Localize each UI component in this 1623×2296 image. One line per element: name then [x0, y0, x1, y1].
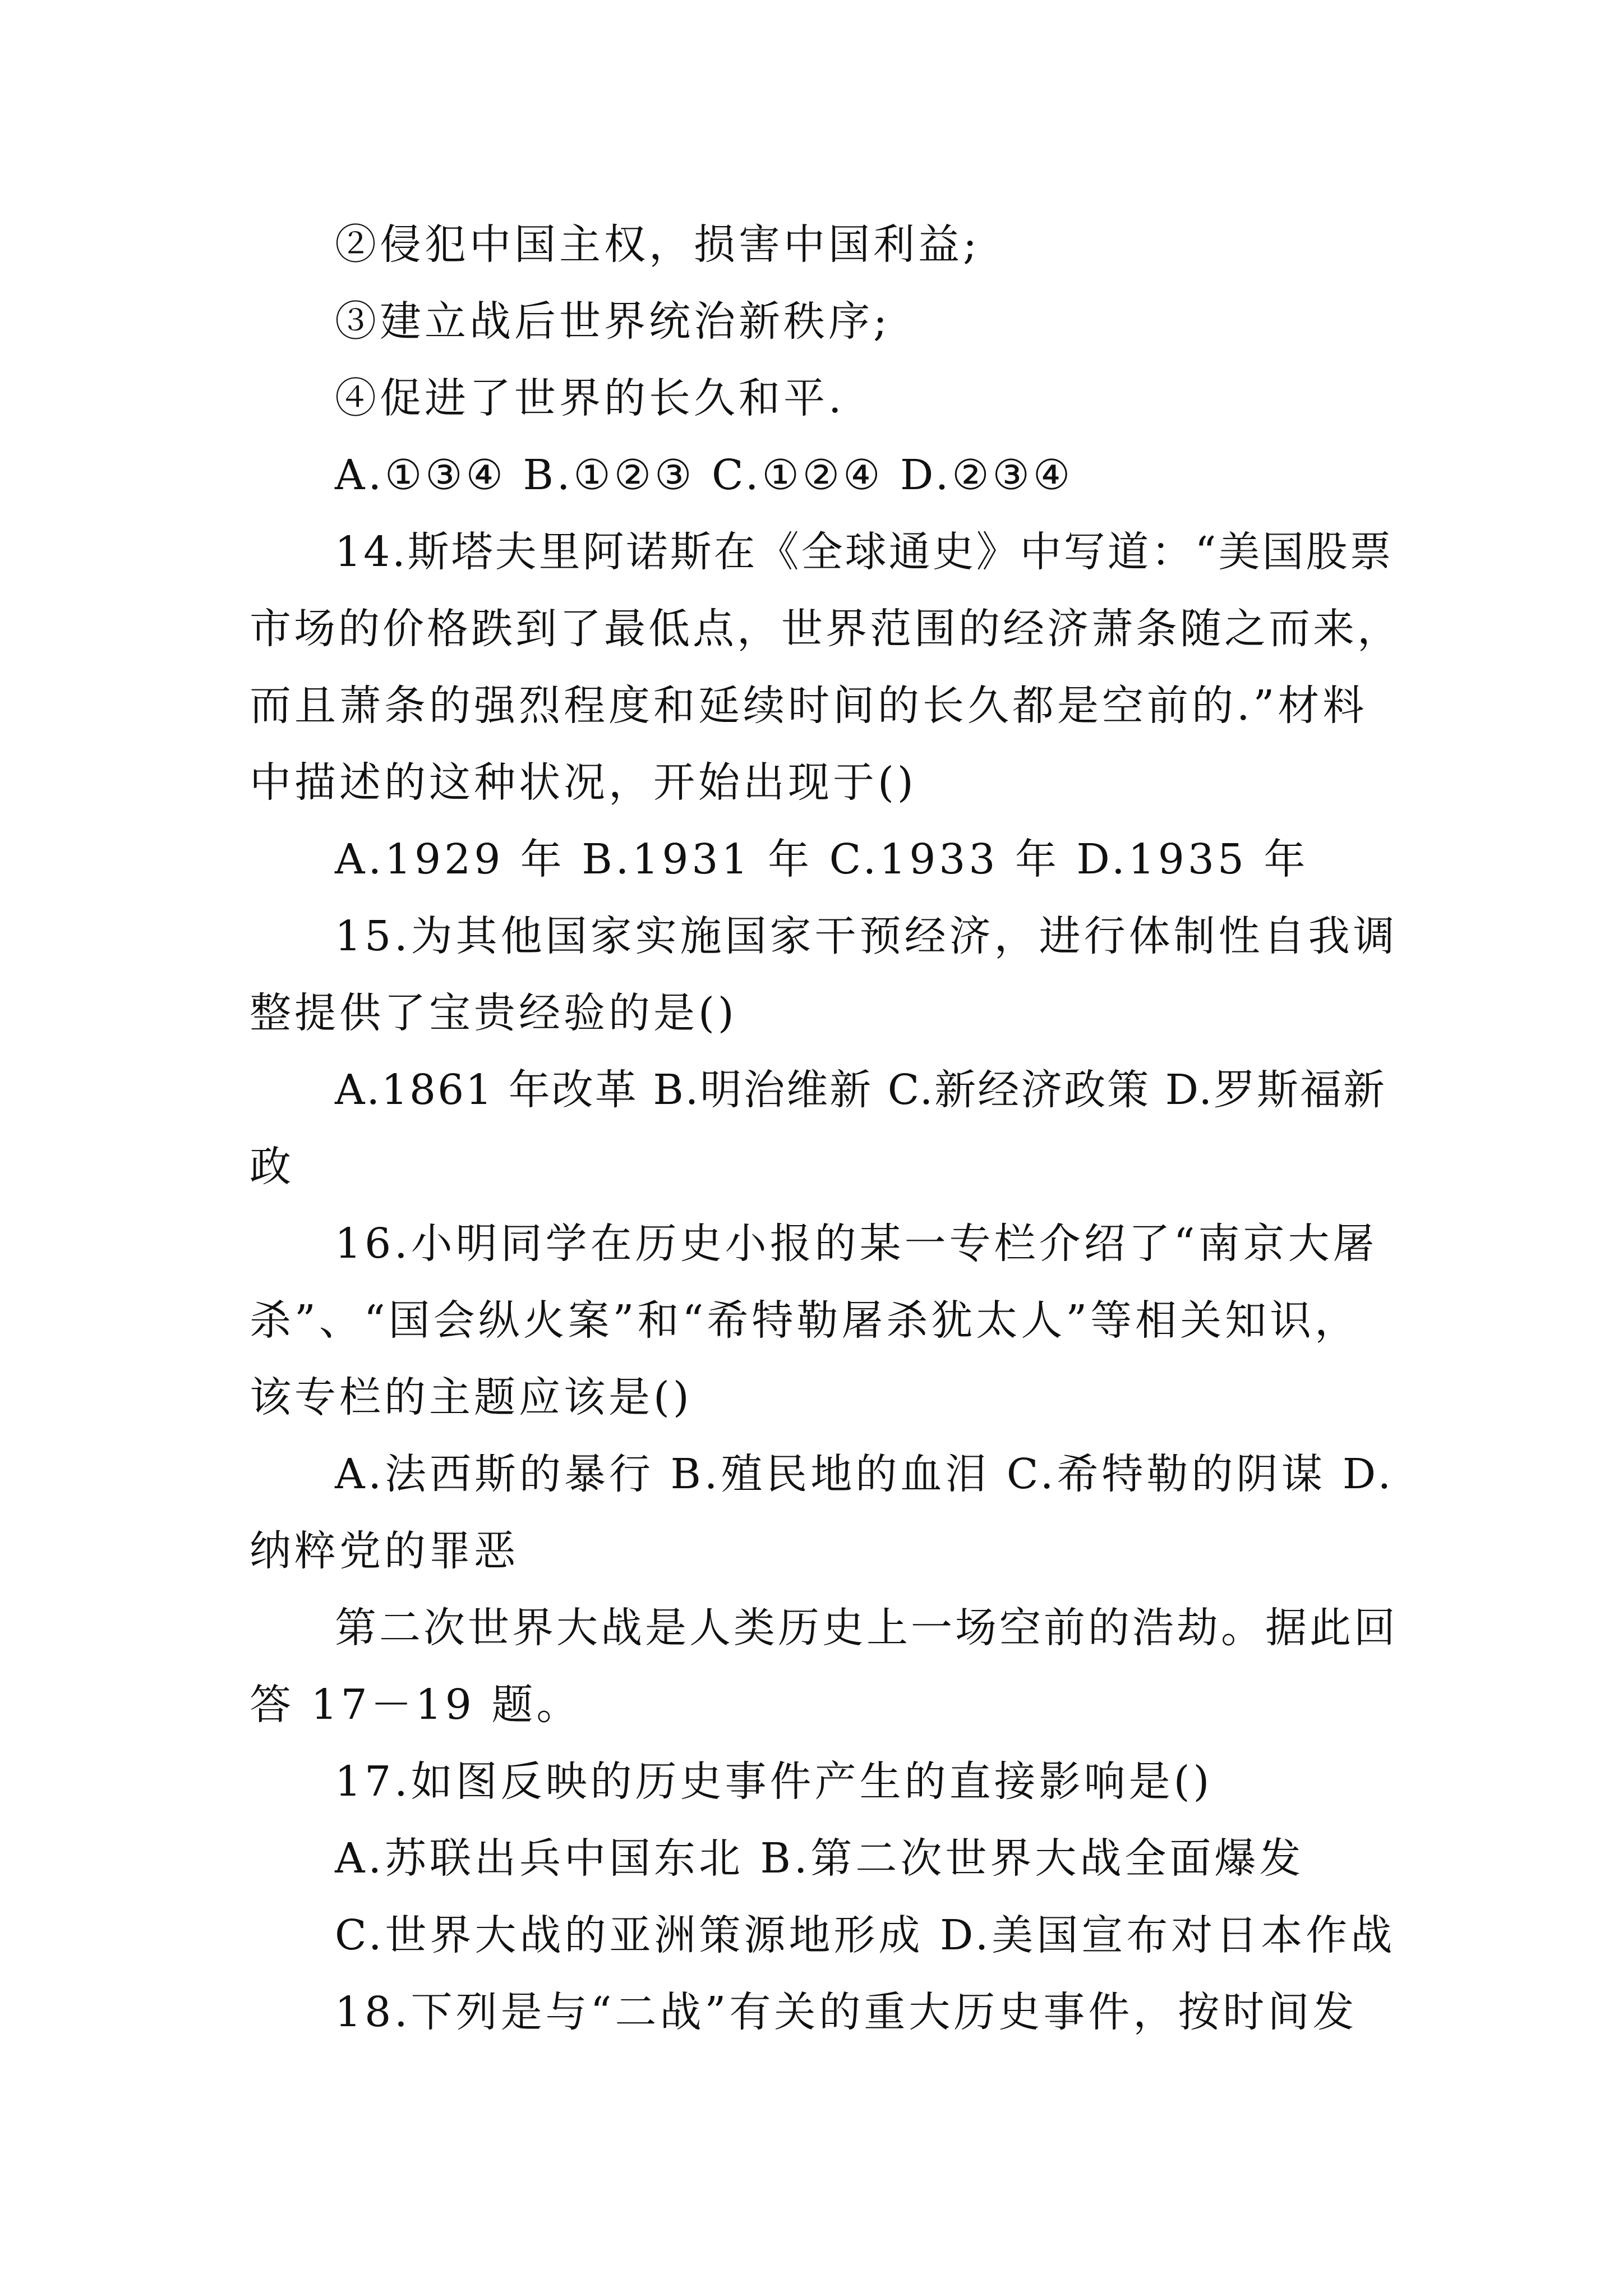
text-line: 而且萧条的强烈程度和延续时间的长久都是空前的.”材料 [250, 682, 1368, 730]
text-line: 该专栏的主题应该是() [250, 1373, 693, 1421]
text-line: ②侵犯中国主权，损害中国利益; [335, 220, 980, 269]
text-line: 15.为其他国家实施国家干预经济，进行体制性自我调 [335, 912, 1398, 960]
text-line: 14.斯塔夫里阿诺斯在《全球通史》中写道：“美国股票 [335, 528, 1394, 576]
text-line: A.①③④ B.①②③ C.①②④ D.②③④ [335, 451, 1074, 499]
text-line: 17.如图反映的历史事件产生的直接影响是() [335, 1757, 1213, 1806]
text-line: A.苏联出兵中国东北 B.第二次世界大战全面爆发 [335, 1834, 1304, 1883]
text-line: 政 [250, 1143, 294, 1191]
text-line: ④促进了世界的长久和平. [335, 374, 845, 422]
text-line: 杀”、“国会纵火案”和“希特勒屠杀犹太人”等相关知识， [250, 1296, 1360, 1345]
text-line: A.法西斯的暴行 B.殖民地的血泪 C.希特勒的阴谋 D. [335, 1450, 1395, 1498]
text-line: 第二次世界大战是人类历史上一场空前的浩劫。据此回 [335, 1604, 1398, 1652]
text-line: 18.下列是与“二战”有关的重大历史事件，按时间发 [335, 1988, 1358, 2036]
text-line: 16.小明同学在历史小报的某一专栏介绍了“南京大屠 [335, 1220, 1378, 1268]
text-line: 整提供了宝贵经验的是() [250, 989, 737, 1037]
text-line: 中描述的这种状况，开始出现于() [250, 758, 917, 807]
text-line: 市场的价格跌到了最低点，世界范围的经济萧条随之而来， [250, 605, 1401, 653]
text-line: C.世界大战的亚洲策源地形成 D.美国宣布对日本作战 [335, 1911, 1396, 1959]
text-line: A.1861 年改革 B.明治维新 C.新经济政策 D.罗斯福新 [335, 1066, 1386, 1114]
text-line: A.1929 年 B.1931 年 C.1933 年 D.1935 年 [335, 835, 1309, 884]
text-line: 纳粹党的罪恶 [250, 1527, 519, 1575]
text-line: 答 17－19 题。 [250, 1681, 582, 1729]
text-line: ③建立战后世界统治新秩序; [335, 297, 891, 346]
